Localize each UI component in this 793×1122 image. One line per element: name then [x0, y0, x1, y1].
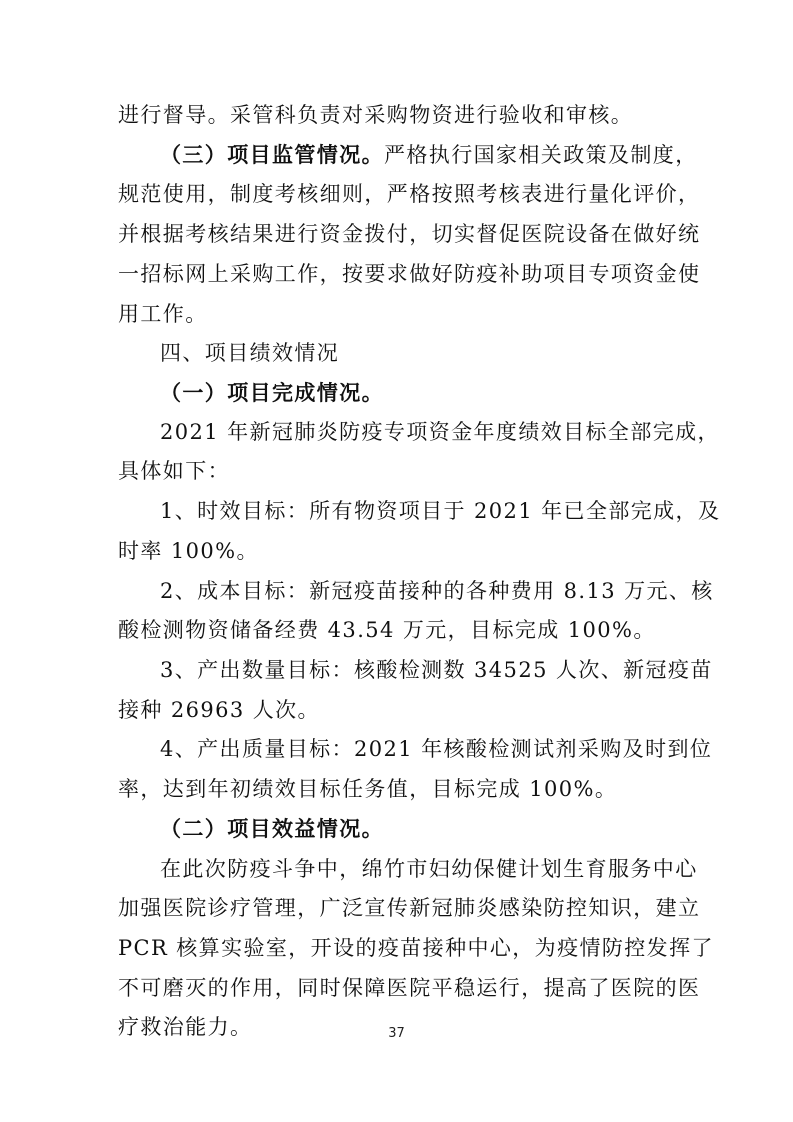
body-line: 加强医院诊疗管理，广泛宣传新冠肺炎感染防控知识，建立: [118, 896, 701, 920]
body-line: 并根据考核结果进行资金拨付，切实督促医院设备在做好统: [118, 222, 701, 246]
body-line: 2、成本目标：新冠疫苗接种的各种费用 8.13 万元、核: [160, 579, 714, 603]
body-line: 3、产出数量目标：核酸检测数 34525 人次、新冠疫苗: [160, 658, 713, 682]
section-line: [160, 135, 793, 175]
body-line: 率，达到年初绩效目标任务值，目标完成 100%。: [118, 777, 618, 801]
body-line: 规范使用，制度考核细则，严格按照考核表进行量化评价，: [118, 182, 701, 206]
body-line: 酸检测物资储备经费 43.54 万元，目标完成 100%。: [118, 618, 656, 642]
body-line: 2021 年新冠肺炎防疫专项资金年度绩效目标全部完成，: [160, 420, 720, 444]
section-heading: （二）项目效益情况。: [160, 816, 384, 841]
chapter-heading: 四、项目绩效情况: [160, 341, 340, 365]
body-line: 1、时效目标：所有物资项目于 2021 年已全部完成，及: [160, 499, 721, 523]
body-line: 疗救治能力。: [118, 1015, 253, 1039]
page-number: 37: [388, 1026, 405, 1041]
body-line: 用工作。: [118, 302, 208, 326]
section-heading: （一）项目完成情况。: [160, 380, 384, 405]
body-line: 在此次防疫斗争中，绵竹市妇幼保健计划生育服务中心: [160, 857, 698, 881]
body-line: 接种 26963 人次。: [118, 698, 320, 722]
body-line: 4、产出质量目标：2021 年核酸检测试剂采购及时到位: [160, 737, 713, 761]
body-line: 一招标网上采购工作，按要求做好防疫补助项目专项资金使: [118, 262, 701, 286]
body-line: 不可磨灭的作用，同时保障医院平稳运行，提高了医院的医: [118, 976, 701, 1000]
body-text: 严格执行国家相关政策及制度，: [384, 143, 698, 167]
body-line: 具体如下：: [118, 459, 230, 483]
section-heading: （三）项目监管情况。: [160, 142, 384, 167]
body-line: 时率 100%。: [118, 539, 259, 563]
body-line: PCR 核算实验室，开设的疫苗接种中心，为疫情防控发挥了: [118, 936, 714, 960]
body-line: 进行督导。采管科负责对采购物资进行验收和审核。: [118, 103, 634, 127]
